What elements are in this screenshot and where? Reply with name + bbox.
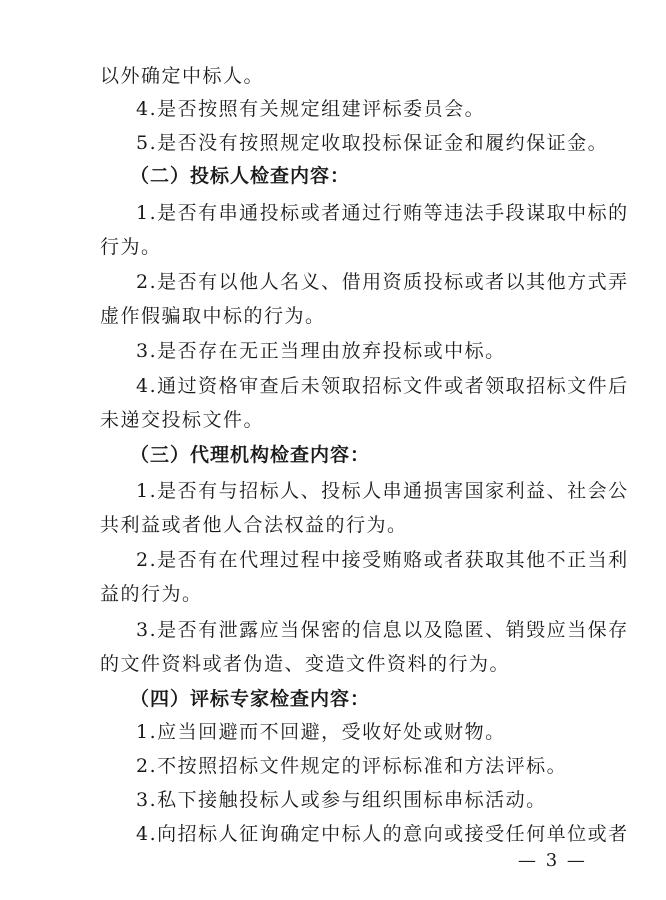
text-line: 4.通过资格审查后未领取招标文件或者领取招标文件后: [136, 375, 629, 397]
page-number: — 3 —: [518, 850, 587, 871]
section-heading: （二）投标人检查内容：: [130, 165, 351, 187]
text-line: 未递交投标文件。: [100, 409, 265, 431]
text-line: 4.向招标人征询确定中标人的意向或接受任何单位或者: [136, 823, 629, 845]
text-line: 益的行为。: [100, 583, 203, 605]
section-heading: （三）代理机构检查内容：: [130, 444, 371, 466]
text-line: 2.是否有以他人名义、借用资质投标或者以其他方式弄: [136, 271, 629, 293]
section-heading: （四）评标专家检查内容：: [130, 688, 371, 710]
text-line: 5.是否没有按照规定收取投标保证金和履约保证金。: [136, 132, 609, 154]
text-line: 2.是否有在代理过程中接受贿赂或者获取其他不正当利: [136, 549, 629, 571]
text-line: 2.不按照招标文件规定的评标标准和方法评标。: [136, 755, 568, 777]
text-line: 3.是否存在无正当理由放弃投标或中标。: [136, 340, 506, 362]
text-line: 1.应当回避而不回避，受收好处或财物。: [136, 721, 506, 743]
text-line: 3.是否有泄露应当保密的信息以及隐匿、销毁应当保存: [136, 619, 629, 641]
text-line: 1.是否有与招标人、投标人串通损害国家利益、社会公: [136, 480, 629, 502]
text-line: 以外确定中标人。: [100, 65, 265, 87]
text-line: 4.是否按照有关规定组建评标委员会。: [136, 98, 486, 120]
text-line: 共利益或者他人合法权益的行为。: [100, 514, 408, 536]
text-line: 1.是否有串通投标或者通过行贿等违法手段谋取中标的: [136, 202, 629, 224]
text-line: 行为。: [100, 236, 162, 258]
text-line: 3.私下接触投标人或参与组织围标串标活动。: [136, 789, 547, 811]
text-line: 虚作假骗取中标的行为。: [100, 305, 326, 327]
text-line: 的文件资料或者伪造、变造文件资料的行为。: [100, 653, 511, 675]
